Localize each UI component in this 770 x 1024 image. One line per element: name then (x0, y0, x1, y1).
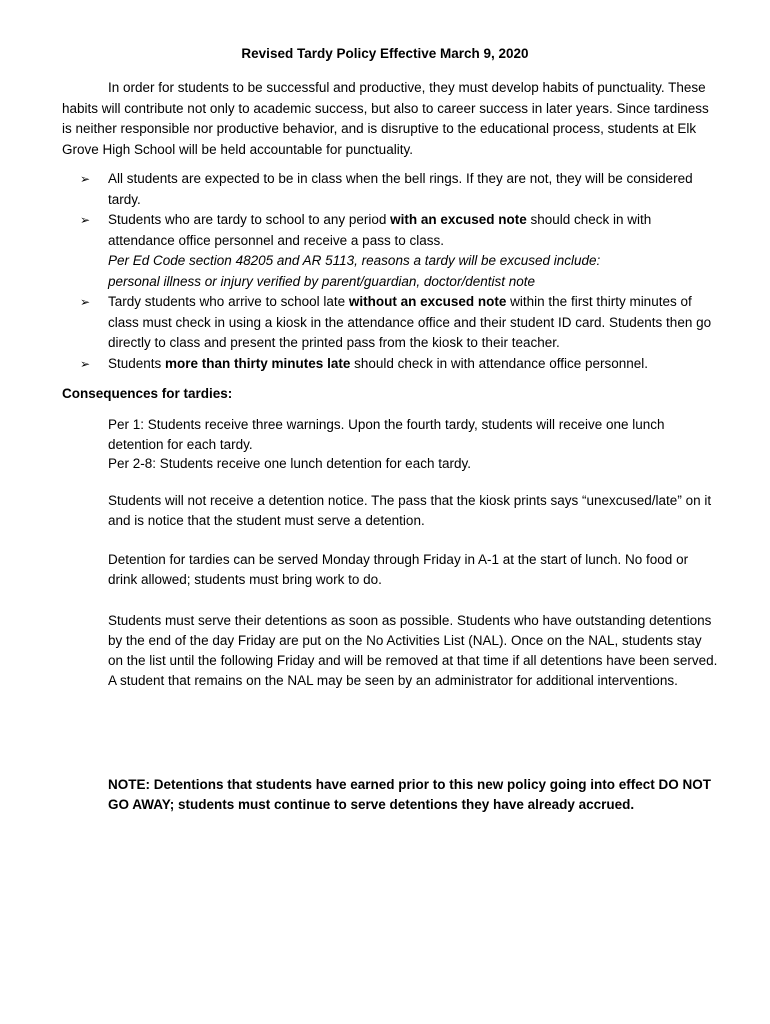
bullet-text: All students are expected to be in class when the bell rings. If they are not, they will be considered tardy. (108, 171, 693, 207)
bullet-text: should check in with attendance office personnel and receive a pass to class. (108, 212, 652, 248)
list-item (80, 169, 720, 210)
consequences-heading: Consequences for tardies: (62, 386, 233, 401)
arrow-bullet-icon: ➢ (80, 295, 91, 309)
intro-paragraph: In order for students to be successful and productive, they must develop habits of punctuality. These habits will contribute not only to academic success, but also to career success in later years. Since tardiness is neither responsible nor productive behavior, and is disruptive to the educational process, students at Elk Grove High School will be held accountable for punctuality. (62, 80, 709, 157)
note-paragraph: NOTE: Detentions that students have earned prior to this new policy going into effect DO NOT GO AWAY; students must continue to serve detentions they have already accrued. (108, 777, 712, 812)
bullet-text: within the first thirty minutes of class must check in using a kiosk in the attendance office and their student ID card. Students then go directly to class and present the printed pass from the kiosk to their teacher. (108, 294, 712, 350)
bullet-emphasis: without an excused note (348, 294, 507, 309)
list-item (80, 354, 720, 375)
bullet-emphasis: with an excused note (390, 212, 527, 227)
period-1-rule: Per 1: Students receive three warnings. Upon the fourth tardy, students will receive one lunch detention for each tardy. (108, 417, 665, 452)
policy-bullet-list (80, 169, 720, 374)
arrow-bullet-icon: ➢ (80, 356, 91, 371)
detention-serving-paragraph: Detention for tardies can be served Monday through Friday in A-1 at the start of lunch. No food or drink allowed; students must bring work to do. (108, 552, 689, 587)
arrow-bullet-icon: ➢ (80, 213, 91, 227)
period-2-8-rule: Per 2-8: Students receive one lunch detention for each tardy. (108, 456, 471, 471)
nal-paragraph: Students must serve their detentions as soon as possible. Students who have outstanding detentions by the end of the day Friday are put on the No Activities List (NAL). Once on the NAL, students stay on the list until the following Friday and will be removed at that time if all detentions have been served. A student that remains on the NAL may be seen by an administrator for additional interventions. (108, 613, 718, 688)
bullet-text: should check in with attendance office personnel. (350, 355, 649, 371)
list-item (80, 210, 720, 292)
arrow-bullet-icon: ➢ (80, 172, 91, 186)
ed-code-reference: Per Ed Code section 48205 and AR 5113, reasons a tardy will be excused include: (108, 253, 601, 268)
bullet-text: Students who are tardy to school to any period (108, 212, 391, 227)
list-item (80, 292, 720, 354)
document-title: Revised Tardy Policy Effective March 9, 2020 (241, 46, 529, 61)
excused-reasons: personal illness or injury verified by parent/guardian, doctor/dentist note (108, 273, 535, 289)
detention-notice-paragraph: Students will not receive a detention notice. The pass that the kiosk prints says “unexcused/late” on it and is notice that the student must serve a detention. (108, 493, 712, 528)
bullet-emphasis: more than thirty minutes late (165, 355, 351, 371)
bullet-text: Tardy students who arrive to school late (108, 294, 349, 309)
bullet-text: Students (108, 355, 166, 371)
